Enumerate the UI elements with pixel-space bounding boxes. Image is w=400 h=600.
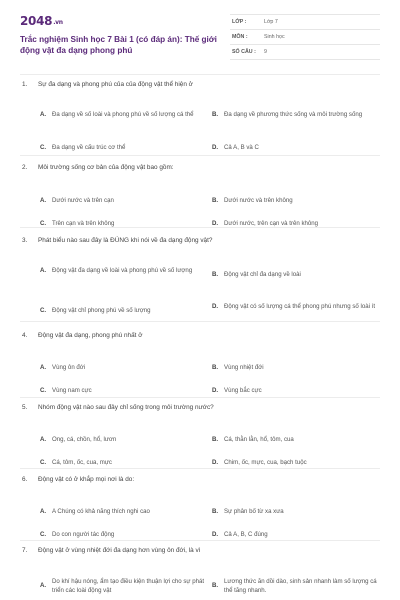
option-d[interactable] bbox=[212, 387, 382, 396]
question-number: 6. bbox=[22, 476, 28, 483]
question-2 bbox=[20, 163, 380, 227]
option-letter: D. bbox=[212, 459, 219, 466]
option-letter: B. bbox=[212, 271, 219, 278]
logo-text: 2048 bbox=[20, 14, 53, 28]
option-text: Vùng bắc cực bbox=[224, 387, 262, 394]
question-divider bbox=[20, 155, 380, 156]
option-c[interactable] bbox=[40, 459, 210, 468]
option-text: Cá, tôm, ốc, cua, mực bbox=[52, 459, 112, 466]
meta-label: SỐ CÂU : bbox=[232, 49, 256, 55]
option-text: Chim, ốc, mực, cua, bạch tuộc bbox=[224, 459, 307, 466]
option-letter: A. bbox=[40, 364, 47, 371]
option-b[interactable] bbox=[212, 578, 382, 595]
option-text: Do khí hậu nóng, ẩm tạo điều kiện thuận lợi cho sự phát triển các loài động vật bbox=[52, 578, 205, 594]
option-text: Đa dạng về cấu trúc cơ thể bbox=[52, 144, 126, 151]
question-number: 7. bbox=[22, 547, 28, 554]
option-a[interactable] bbox=[40, 436, 210, 445]
option-letter: C. bbox=[40, 387, 47, 394]
option-letter: C. bbox=[40, 220, 47, 227]
option-text: Trên cạn và trên không bbox=[52, 220, 115, 227]
option-letter: C. bbox=[40, 459, 47, 466]
option-text: Đa dạng về phương thức sống và môi trường sống bbox=[224, 111, 363, 118]
meta-row-subject bbox=[230, 30, 380, 45]
question-stem: Động vật ở vùng nhiệt đới đa dạng hơn vùng ôn đới, là vì bbox=[38, 547, 201, 554]
option-text: Cả A, B và C bbox=[224, 144, 259, 151]
option-d[interactable] bbox=[212, 459, 382, 468]
option-text: Cả A, B, C đúng bbox=[224, 531, 268, 538]
question-7 bbox=[20, 546, 380, 594]
option-text: Dưới nước, trên cạn và trên không bbox=[224, 220, 319, 227]
site-logo[interactable] bbox=[20, 14, 230, 30]
question-text bbox=[20, 546, 380, 555]
option-a[interactable] bbox=[40, 508, 210, 517]
question-number: 1. bbox=[22, 81, 28, 88]
meta-label: LỚP : bbox=[232, 19, 247, 25]
option-letter: C. bbox=[40, 144, 47, 151]
meta-table bbox=[230, 14, 380, 72]
option-text: Lương thức ăn dồi dào, sinh sản nhanh làm số lượng cá thể tăng nhanh. bbox=[224, 578, 377, 594]
question-divider bbox=[20, 397, 380, 398]
question-number: 5. bbox=[22, 404, 28, 411]
option-letter: D. bbox=[212, 303, 219, 310]
option-a[interactable] bbox=[40, 267, 210, 276]
option-text: Động vật đa dạng về loài và phong phú về số lượng bbox=[52, 267, 193, 274]
option-text: Do con người tác động bbox=[52, 531, 115, 538]
option-d[interactable] bbox=[212, 303, 382, 312]
header-divider bbox=[20, 74, 380, 75]
question-text bbox=[20, 475, 380, 484]
question-3 bbox=[20, 236, 380, 314]
option-c[interactable] bbox=[40, 144, 210, 153]
option-a[interactable] bbox=[40, 111, 210, 120]
question-number: 3. bbox=[22, 237, 28, 244]
option-text: Động vật có số lượng cá thể phong phú nhưng số loài ít bbox=[224, 303, 376, 310]
option-d[interactable] bbox=[212, 144, 382, 153]
question-6 bbox=[20, 475, 380, 538]
option-letter: A. bbox=[40, 582, 47, 590]
logo-suffix: .vn bbox=[53, 19, 63, 26]
option-text: Cá, thằn lằn, hổ, tôm, cua bbox=[224, 436, 294, 443]
question-stem: Sự đa dạng và phong phú của của động vật thể hiện ở bbox=[38, 81, 193, 88]
option-text: Vùng nhiệt đới bbox=[224, 364, 264, 371]
option-letter: D. bbox=[212, 144, 219, 151]
option-text: Động vật chỉ phong phú về số lượng bbox=[52, 307, 151, 314]
question-text bbox=[20, 403, 380, 412]
question-divider bbox=[20, 227, 380, 228]
option-letter: B. bbox=[212, 582, 219, 590]
question-stem: Môi trường sống cơ bản của động vật bao gồm: bbox=[38, 164, 174, 171]
option-b[interactable] bbox=[212, 508, 382, 517]
option-text: Đa dạng về số loài và phong phú về số lượng cá thể bbox=[52, 111, 194, 118]
option-a[interactable] bbox=[40, 578, 210, 595]
meta-value: Sinh học bbox=[264, 34, 285, 40]
question-divider bbox=[20, 321, 380, 322]
question-stem: Động vật có ở khắp mọi nơi là do: bbox=[38, 476, 135, 483]
option-c[interactable] bbox=[40, 307, 210, 316]
page-header bbox=[20, 0, 380, 72]
option-letter: C. bbox=[40, 307, 47, 314]
option-text: Ong, cá, chồn, hổ, lươn bbox=[52, 436, 117, 443]
option-b[interactable] bbox=[212, 111, 382, 120]
option-b[interactable] bbox=[212, 271, 382, 280]
option-text: Dưới nước và trên cạn bbox=[52, 197, 114, 204]
question-1 bbox=[20, 80, 380, 151]
option-letter: D. bbox=[212, 387, 219, 394]
option-text: Vùng ôn đới bbox=[52, 364, 86, 371]
meta-label: MÔN : bbox=[232, 34, 248, 40]
option-letter: B. bbox=[212, 436, 219, 443]
meta-row-class bbox=[230, 15, 380, 30]
meta-row-count bbox=[230, 45, 380, 60]
option-letter: D. bbox=[212, 220, 219, 227]
option-text: Động vật chỉ đa dạng về loài bbox=[224, 271, 301, 278]
option-letter: B. bbox=[212, 508, 219, 515]
header-left bbox=[20, 14, 230, 72]
option-text: A Chúng có khả năng thích nghi cao bbox=[52, 508, 150, 515]
meta-value: 9 bbox=[264, 49, 267, 55]
option-b[interactable] bbox=[212, 364, 382, 373]
question-number: 2. bbox=[22, 164, 28, 171]
question-text bbox=[20, 236, 380, 245]
option-b[interactable] bbox=[212, 197, 382, 206]
option-text: Dưới nước và trên không bbox=[224, 197, 293, 204]
question-number: 4. bbox=[22, 332, 28, 339]
option-d[interactable] bbox=[212, 531, 382, 540]
question-stem: Phát biểu nào sau đây là ĐÚNG khi nói về đa dạng động vật? bbox=[38, 237, 213, 244]
option-letter: B. bbox=[212, 197, 219, 204]
option-letter: A. bbox=[40, 267, 47, 274]
question-4 bbox=[20, 331, 380, 394]
question-divider bbox=[20, 468, 380, 469]
option-a[interactable] bbox=[40, 197, 210, 206]
option-a[interactable] bbox=[40, 364, 210, 373]
option-letter: A. bbox=[40, 508, 47, 515]
option-letter: A. bbox=[40, 111, 47, 118]
option-text: Vùng nam cực bbox=[52, 387, 92, 394]
question-text bbox=[20, 331, 380, 340]
option-letter: D. bbox=[212, 531, 219, 538]
question-stem: Nhóm động vật nào sau đây chỉ sống trong môi trường nước? bbox=[38, 404, 214, 411]
question-text bbox=[20, 163, 380, 172]
option-letter: A. bbox=[40, 436, 47, 443]
option-letter: A. bbox=[40, 197, 47, 204]
question-divider bbox=[20, 540, 380, 541]
option-letter: B. bbox=[212, 111, 219, 118]
question-stem: Động vật đa dạng, phong phú nhất ở bbox=[38, 332, 143, 339]
meta-value: Lớp 7 bbox=[264, 19, 278, 25]
option-c[interactable] bbox=[40, 387, 210, 396]
option-letter: C. bbox=[40, 531, 47, 538]
document-title: Trắc nghiệm Sinh học 7 Bài 1 (có đáp án): Thế giới động vật đa dạng phong phú bbox=[20, 35, 217, 55]
question-5 bbox=[20, 403, 380, 466]
option-b[interactable] bbox=[212, 436, 382, 445]
question-text bbox=[20, 80, 380, 89]
option-c[interactable] bbox=[40, 531, 210, 540]
option-text: Sự phân bố từ xa xưa bbox=[224, 508, 284, 515]
option-letter: B. bbox=[212, 364, 219, 371]
